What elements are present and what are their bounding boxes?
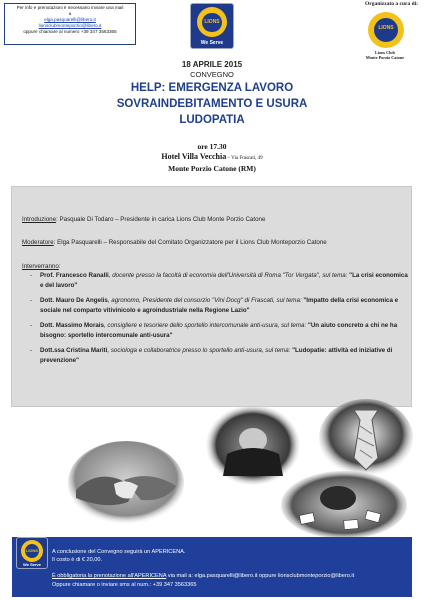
bullet-dash: -: [30, 272, 33, 279]
footer-lions-logo: [16, 537, 48, 569]
footer-booking-label: È obbligatoria la prenotazione all'APERICENA: [52, 573, 167, 579]
moderator-line: [22, 238, 407, 247]
speaker-role: , docente presso la facoltà di economia dell'Università di Roma "Tor Vergata", sul tema:: [108, 272, 348, 279]
speakers-heading: [22, 262, 407, 271]
lions-emblem-icon: [197, 7, 227, 37]
contact-email-link[interactable]: lionsclubmonteporzio@libero.it: [38, 23, 102, 28]
logo-motto: We Serve: [200, 40, 224, 46]
speaker-item: [30, 346, 408, 366]
event-kind: CONVEGNO: [190, 70, 234, 79]
introduction-line: [22, 215, 407, 224]
speaker-name: Dott. Massimo Morais: [40, 322, 104, 329]
intro-text: : Pasquale Di Todaro – Presidente in carica Lions Club Monte Porzio Catone: [56, 216, 266, 223]
speaker-item: [30, 296, 408, 316]
logo-letters: LIONS: [204, 18, 220, 25]
lions-logo: [190, 3, 234, 49]
moderator-label: Moderatore: [22, 239, 54, 246]
tie-photo: [318, 398, 414, 478]
speaker-name: Dott.ssa Cristina Mariti: [40, 347, 108, 354]
speaker-role: , consigliere e tesoriere dello sportello intercomunale anti-usura, sul tema:: [103, 322, 307, 329]
organizer-name: [350, 50, 420, 60]
footer-banner: [12, 537, 412, 597]
event-title-line: LUDOPATIA: [179, 114, 245, 126]
speaker-topic: "Un aiuto concreto a chi ne ha bisogno: sportello intercomunale anti-usura": [40, 322, 398, 339]
contact-line: Per info e prenotazioni è necessario inviare una mail: [16, 5, 124, 10]
org-logo-letters: LIONS: [378, 25, 394, 31]
footer-booking-contacts[interactable]: via mail a: elga.pasquarelli@libero.it oppure lionsclubmonteporzio@libero.it: [166, 573, 355, 579]
venue-name: Hotel Villa Vecchia: [161, 152, 227, 161]
event-title-line: HELP: EMERGENZA LAVORO: [130, 82, 294, 94]
speaker-item: [30, 271, 408, 291]
footer-line: Il costo è di € 20,00.: [52, 557, 103, 563]
lions-emblem-icon: [21, 540, 43, 562]
footer-booking-line: [52, 573, 354, 580]
speakers-colon: :: [58, 263, 61, 270]
bullet-dash: -: [30, 297, 33, 304]
speakers-label: Interverranno: [22, 263, 59, 270]
contact-phone: oppure chiamare al numero +39 347 3563365: [23, 29, 117, 34]
speaker-topic: "Ludopatie: attività ed iniziative di prevenzione": [40, 347, 393, 364]
speaker-topic: "Impatto della crisi economica e sociale nel comparto vitivinicolo e agroindustriale nella Regione Lazio": [40, 297, 399, 314]
footer-line: A conclusione del Convegno seguirà un APERICENA.: [52, 549, 186, 555]
bullet-dash: -: [30, 347, 33, 354]
event-time: ore 17.30: [197, 142, 227, 151]
speaker-item: [30, 321, 408, 341]
speaker-role: , agronomo, Presidente del consorzio "Vini Docg" di Frascati, sul tema:: [107, 297, 302, 304]
contact-box: [4, 3, 136, 45]
footer-phone-line: Oppure chiamare o inviare sms al num.: +39 347 3563365: [52, 582, 197, 588]
speaker-topic: "La crisi economica e del lavoro": [40, 272, 408, 289]
organizer-name-line: Lions Club: [375, 50, 395, 55]
speaker-role: , sociologa e collaboratrice presso lo sportello anti-usura, sul tema:: [107, 347, 291, 354]
speaker-name: Dott. Mauro De Angelis: [40, 297, 108, 304]
footer-logo-letters: LIONS: [25, 547, 39, 553]
event-venue: [0, 152, 424, 161]
event-city: Monte Porzio Catone (RM): [168, 164, 256, 173]
contact-line: a: [68, 11, 72, 16]
organizer-label: Organizzato a cura di:: [364, 1, 418, 7]
venue-address: – Via Frascati, 49: [226, 156, 263, 161]
moderator-text: : Elga Pasquarelli – Responsabile del Comitato Organizzatore per il Lions Club Monteporzio Catone: [53, 239, 327, 246]
footer-logo-motto: We Serve: [23, 562, 41, 567]
bullet-dash: -: [30, 322, 33, 329]
hands-photo: [66, 440, 186, 526]
intro-label: Introduzione: [22, 216, 57, 223]
contact-email-link[interactable]: elga.pasquarelli@libero.it: [44, 17, 96, 22]
organizer-name-line: Monte Porzio Catone: [365, 55, 405, 60]
event-date: 18 APRILE 2015: [181, 60, 243, 69]
gambling-photo: [280, 470, 408, 540]
speaker-name: Prof. Francesco Ranalli: [40, 272, 109, 279]
lions-club-emblem-icon: [368, 12, 404, 48]
event-title-line: SOVRAINDEBITAMENTO E USURA: [116, 98, 308, 110]
